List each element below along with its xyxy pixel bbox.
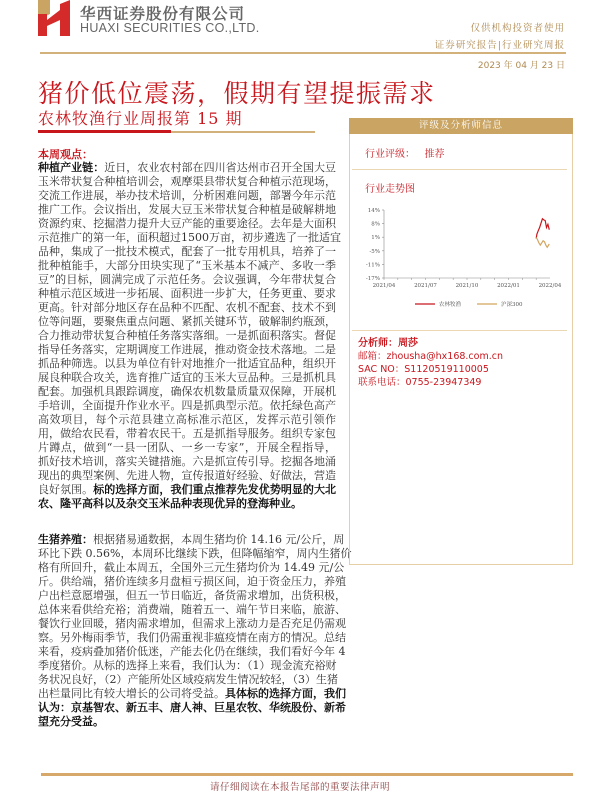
analyst-sac: SAC NO：S1120519110005 (358, 364, 489, 375)
text-line (38, 561, 345, 575)
text-line (38, 547, 352, 561)
text-segment: 玉米带状复合种植培训会，观摩渠县带状复合种植示范现场， (38, 175, 336, 188)
bold-text: 生猪养殖： (38, 533, 93, 546)
text-line (38, 175, 336, 189)
text-segment: 手培训，全面提升作业水平。四是抓典型示范。依托绿色高产 (38, 399, 336, 412)
y-tick-label: -11% (365, 262, 380, 269)
text-segment: 合力推动带状复合种植任务落实落细。一是抓面积落实。督促 (38, 329, 336, 342)
text-line (38, 497, 336, 511)
footer-divider (41, 773, 573, 776)
text-segment: 近日，农业农村部在四川省达州市召开全国大豆 (104, 161, 337, 174)
y-tick-label: 1% (371, 235, 380, 242)
report-date: 2023 年 04 月 23 日 (477, 61, 565, 71)
text-segment: 斤。供给端，猪价连续多月盘桓亏损区间，迫于资金压力，养殖 (38, 575, 346, 588)
bold-text: 具体标的选择方面，我们 (225, 687, 346, 700)
legal-disclaimer: 请仔细阅读在本报告尾部的重要法律声明 (209, 782, 390, 793)
series-line-1 (536, 237, 549, 247)
text-segment: 资源约束、挖掘潜力提升大豆产能的重要途径。去年是大面积 (38, 217, 336, 230)
text-segment: 来看，疫病叠加猪价低迷，产能去化仍在继续，我们看好今年 4 (38, 645, 346, 658)
industry-rating (365, 145, 445, 160)
text-segment: 示范推广的第一年，面积超过1500万亩，初步遴选了一批适宜 (38, 231, 341, 244)
text-segment: 推广工作。会议指出，发展大豆玉米带状复合种植是破解耕地 (38, 203, 336, 216)
text-line (38, 455, 336, 469)
text-line (38, 715, 336, 729)
x-tick-label: 2021/10 (455, 283, 479, 289)
text-segment: 片蹲点，做到“一县一团队、一乡一专家”，开展全程指导， (38, 441, 336, 454)
box-divider (352, 169, 567, 170)
report-subtitle: 农林牧渔行业周报第 15 期 (38, 109, 243, 128)
rating-value: 推荐 (424, 149, 445, 160)
text-segment: 户出栏意愿增强，但五一节日临近，备货需求增加，出货积极， (38, 589, 346, 602)
text-line (38, 617, 346, 631)
analyst-email[interactable]: 邮箱：zhousha@hx168.com.cn (358, 351, 503, 362)
text-line (38, 533, 345, 547)
text-segment: 品种，集成了一批技术模式，配套了一批专用机具，培养了一 (38, 245, 336, 258)
subtitle-underline-gold (171, 131, 315, 133)
text-segment: 总体来看供给充裕；消费端，随着五一、端午节日来临，旅游、 (38, 603, 346, 616)
y-tick-label: -5% (369, 248, 380, 255)
bold-text: 认为：京基智农、新五丰、唐人神、巨星农牧、华统股份、新希 (38, 701, 346, 714)
x-tick-label: 2021/04 (372, 283, 396, 289)
text-segment: 批种植能手，大部分田块实现了“玉米基本不减产、多收一季 (38, 259, 336, 272)
text-segment: 良好氛围。 (38, 483, 94, 496)
text-segment: 位等问题，要聚焦重点问题、紧抓关键环节，破解制约瓶颈， (38, 315, 336, 328)
text-line (38, 315, 336, 329)
legend-label: 农林牧渔 (439, 302, 462, 308)
text-line (38, 189, 336, 203)
text-line (38, 659, 336, 673)
text-line (38, 217, 336, 231)
hog-paragraph (38, 533, 352, 729)
header-divider (40, 52, 566, 54)
text-segment: 格有所回升，截止本周五，全国外三元生猪均价为 14.49 元/公 (38, 561, 345, 574)
text-segment: 环比下跌 0.56%，本周环比继续下跌，但降幅缩窄，周内生猪价 (38, 547, 352, 560)
text-line (38, 603, 346, 617)
text-segment: 种植示范区域进一步拓展、面积进一步扩大，任务更重、要求 (38, 287, 336, 300)
y-tick-label: -17% (365, 276, 380, 282)
text-line (38, 687, 346, 701)
huaxi-logo (38, 0, 70, 36)
trend-chart-label: 行业走势图 (365, 184, 415, 195)
bold-text: 农、隆平高科以及杂交玉米品种表现优异的登海种业。 (38, 497, 302, 510)
text-segment: 指导任务落实，定期调度工作进展，推动资金技术落地。二是 (38, 343, 336, 356)
series-line-0 (536, 219, 549, 239)
bold-text: 种植产业链： (38, 161, 105, 174)
weekly-view-heading: 本周观点： (38, 148, 93, 161)
text-line (38, 343, 336, 357)
box-heading: 评级及分析师信息 (349, 118, 573, 134)
text-segment: 更高。针对部分地区存在品种不匹配、农机不配套、技术不到 (38, 301, 336, 314)
legend-label: 沪深300 (501, 302, 523, 308)
audience-note: 仅供机构投资者使用 (470, 23, 565, 34)
text-segment: 季度猪价。从标的选择上来看，我们认为：（1）现金流充裕财 (38, 659, 337, 672)
text-segment: 用，做给农民看，带着农民干。五是抓指导服务。组织专家包 (38, 427, 336, 440)
text-segment: 交流工作进展，举办技术培训，分析困难问题，部署今年示范 (38, 189, 336, 202)
text-segment: 高效项目，每个示范县建立高标准示范区，发挥示范引领作 (38, 413, 336, 426)
planting-paragraph (38, 161, 341, 511)
text-line (38, 673, 336, 687)
text-segment: 展良种联合攻关，选育推广适宜的玉米大豆品种。三是抓机具 (38, 371, 336, 384)
box-divider (352, 330, 567, 331)
bold-text: 望充分受益。 (38, 715, 104, 728)
text-segment: 出栏量同比有较大增长的公司将受益。 (38, 687, 225, 700)
x-tick-label: 2022/01 (497, 283, 520, 289)
text-segment: 配套。加强机具跟踪调度，确保农机数量质量双保障，开展机 (38, 385, 336, 398)
text-line (38, 631, 346, 645)
text-line (38, 441, 336, 455)
text-line (38, 245, 336, 259)
text-line (38, 287, 336, 301)
text-line (38, 329, 336, 343)
text-line (38, 645, 346, 659)
text-line (38, 301, 336, 315)
text-line (38, 161, 336, 175)
text-line (38, 259, 336, 273)
text-segment: 现出的典型案例、先进人物，宣传报道好经验、好做法，营造 (38, 469, 336, 482)
text-segment: 餐饮行业回暖，猪肉需求增加，但需求上涨动力是否充足仍需观 (38, 617, 346, 630)
y-tick-label: 14% (367, 208, 380, 214)
text-line (38, 385, 336, 399)
text-line (38, 273, 336, 287)
bold-text: 标的选择方面，我们重点推荐先发优势明显的大北 (93, 483, 337, 496)
text-segment: 根据猪易通数据，本周生猪均价 14.16 元/公斤，周 (93, 533, 345, 546)
text-line (38, 483, 336, 497)
text-segment: 抓品种筛选。以县为单位有针对地推介一批适宜品种，组织开 (38, 357, 336, 370)
text-line (38, 589, 346, 603)
industry-trend-chart (355, 200, 570, 315)
text-line (38, 399, 336, 413)
text-line (38, 203, 336, 217)
text-segment: 抓好技术培训，落实关键措施。六是抓宣传引导。挖掘各地涌 (38, 455, 336, 468)
analyst-name: 分析师：周莎 (358, 338, 418, 349)
rating-label: 行业评级： (365, 149, 415, 160)
analyst-phone: 联系电话：0755-23947349 (358, 377, 482, 388)
text-line (38, 357, 336, 371)
text-line (38, 427, 336, 441)
text-line (38, 413, 336, 427)
text-line (38, 701, 346, 715)
text-segment: 豆”的目标，圆满完成了示范任务。会议强调，今年带状复合 (38, 273, 336, 286)
text-segment: 察。另外梅雨季节，我们仍需重视非瘟疫情在南方的情况。总结 (38, 631, 346, 644)
text-segment: 务状况良好，（2）产能所处区域疫病发生情况较轻，（3）生猪 (38, 673, 338, 686)
subtitle-underline-red (38, 130, 171, 133)
report-title: 猪价低位震荡，假期有望提振需求 (38, 79, 436, 108)
x-tick-label: 2021/07 (414, 283, 437, 289)
text-line (38, 469, 336, 483)
report-type: 证券研究报告|行业研究周报 (434, 40, 565, 51)
company-name-cn: 华西证券股份有限公司 (80, 5, 246, 23)
y-tick-label: 8% (371, 221, 380, 228)
text-line (38, 231, 341, 245)
company-name-en: HUAXI SECURITIES CO.,LTD. (80, 21, 260, 35)
text-line (38, 575, 346, 589)
x-tick-label: 2022/04 (538, 283, 562, 289)
text-line (38, 371, 336, 385)
